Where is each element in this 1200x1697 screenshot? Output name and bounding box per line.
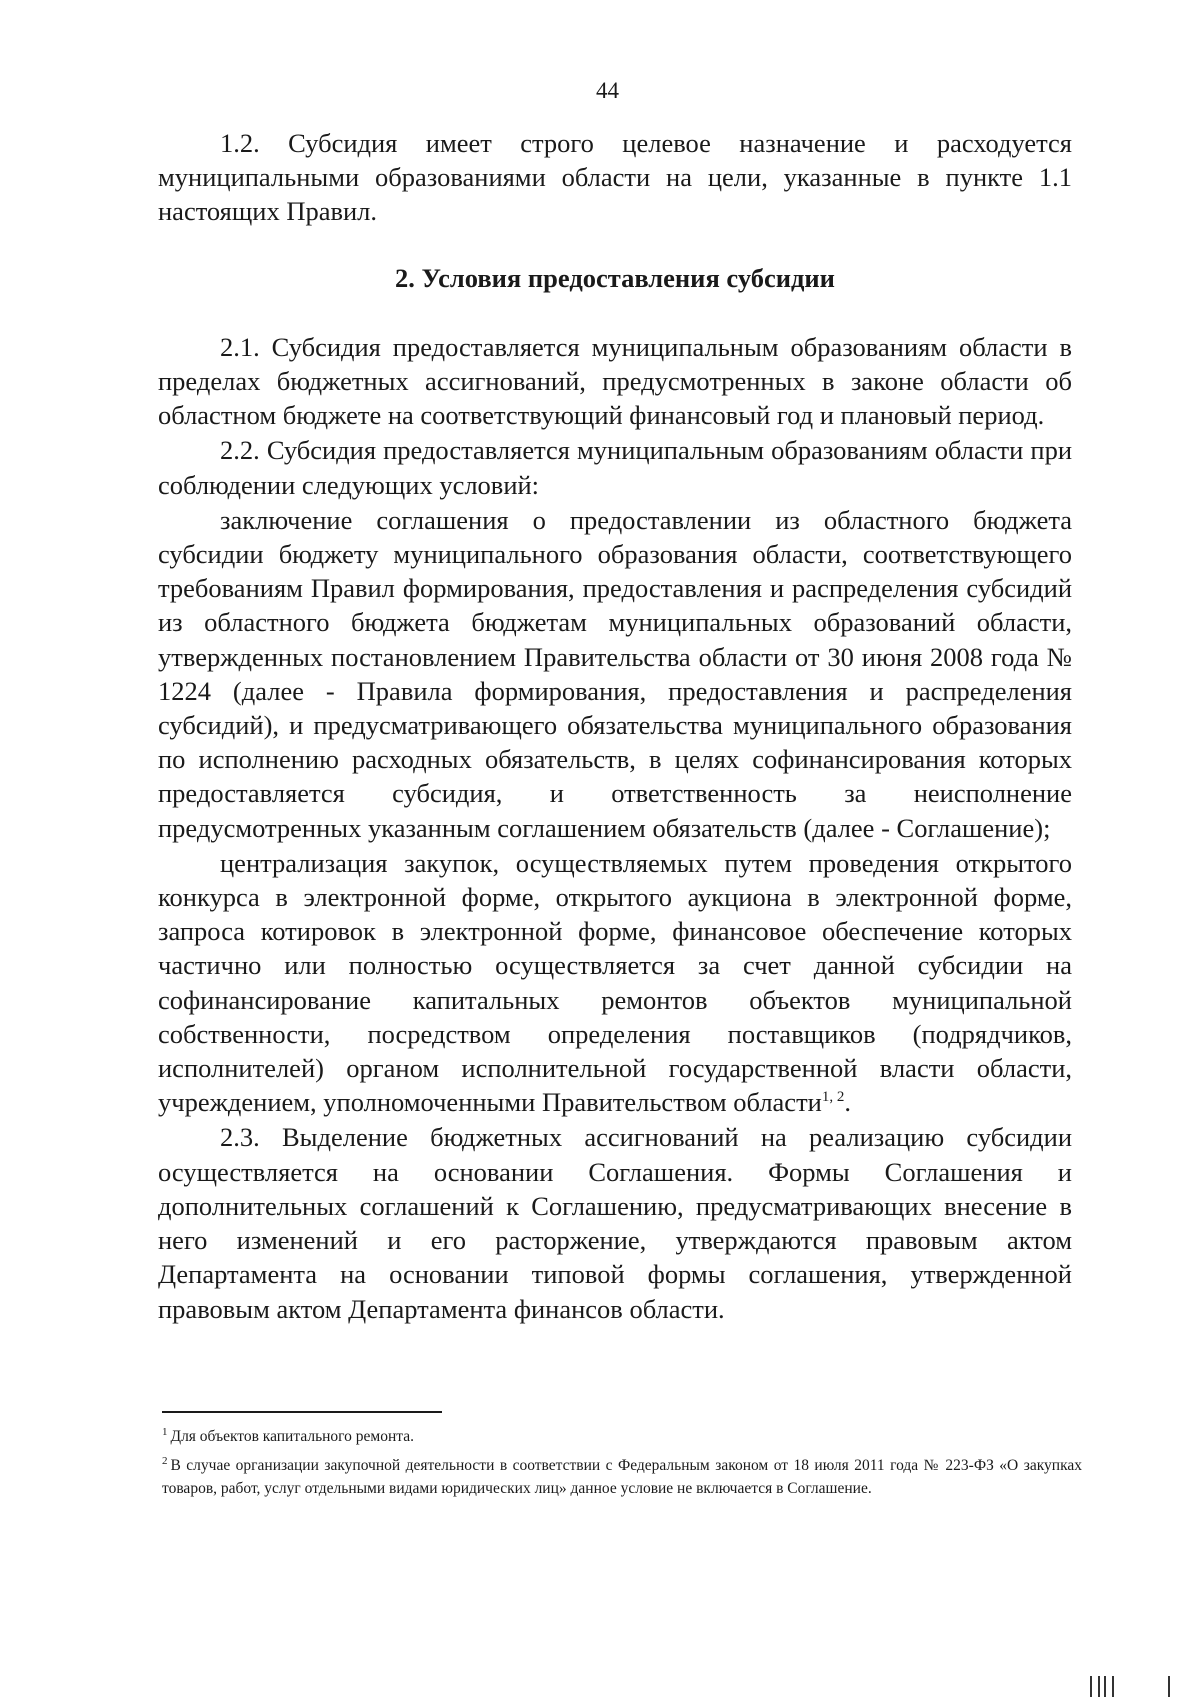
paragraph-2-3: 2.3. Выделение бюджетных ассигнований на реализацию субсидии осуществляется на основании Соглашения. Формы Соглашения и дополнительных соглашений к Соглашению, предусматривающих внесение в него изменений и его расторжение, утверждаются правовым актом Департамента на основании типовой формы соглашения, утвержденной правовым актом Департамента финансов области. xyxy=(158,1122,1072,1324)
footnote-mark: 2 xyxy=(162,1454,168,1467)
footnote-text: В случае организации закупочной деятельности в соответствии с Федеральным законом от 18 июля 2011 года № 223-ФЗ «О закупках товаров, работ, услуг отдельными видами юридических лиц» данное условие не включается в Соглашение. xyxy=(162,1457,1082,1497)
document-body xyxy=(158,126,1072,1326)
section-heading: 2. Условия предоставления субсидии xyxy=(395,262,835,293)
scan-edge-marks xyxy=(1090,1676,1190,1697)
footnote-1 xyxy=(162,1425,1082,1448)
footnote-separator xyxy=(162,1411,442,1413)
footnote-mark: 1 xyxy=(162,1425,168,1438)
paragraph-agreement-condition: заключение соглашения о предоставлении из областного бюджета субсидии бюджету муниципального образования области, соответствующего требованиям Правил формирования, предоставления и распределения субсидий из областного бюджета бюджетам муниципальных образований области, утвержденных постановлением Правительства области от 30 июня 2008 года № 1224 (далее - Правила формирования, предоставления и распределения субсидий), и предусматривающего обязательства муниципального образования по исполнению расходных обязательств, в целях софинансирования которых предоставляется субсидия, и ответственность за неисполнение предусмотренных указанным соглашением обязательств (далее - Соглашение); xyxy=(158,504,1072,843)
paragraph-2-2: 2.2. Субсидия предоставляется муниципальным образованиям области при соблюдении следующих условий: xyxy=(158,435,1072,500)
footnote-reference[interactable]: 1, 2 xyxy=(821,1089,845,1106)
footnote-2 xyxy=(162,1454,1082,1500)
page-number: 44 xyxy=(596,78,619,103)
paragraph-centralization-condition xyxy=(158,846,1072,1120)
footnotes xyxy=(162,1425,1082,1506)
centralization-text: централизация закупок, осуществляемых путем проведения открытого конкурса в электронной форме, открытого аукциона в электронной форме, запроса котировок в электронной форме, финансовое обеспечение которых частично или полностью осуществляется за счет данной субсидии на софинансирование капитальных ремонтов объектов муниципальной собственности, посредством определения поставщиков (подрядчиков, исполнителей) органом исполнительной государственной власти области, учреждением, уполномоченными Правительством области xyxy=(158,847,1072,1118)
centralization-end: . xyxy=(844,1087,851,1118)
paragraph-2-1: 2.1. Субсидия предоставляется муниципальным образованиям области в пределах бюджетных ассигнований, предусмотренных в законе области об областном бюджете на соответствующий финансовый год и плановый период. xyxy=(158,331,1072,431)
paragraph-1-2: 1.2. Субсидия имеет строго целевое назначение и расходуется муниципальными образованиями области на цели, указанные в пункте 1.1 настоящих Правил. xyxy=(158,128,1072,227)
footnote-text: Для объектов капитального ремонта. xyxy=(170,1428,414,1445)
